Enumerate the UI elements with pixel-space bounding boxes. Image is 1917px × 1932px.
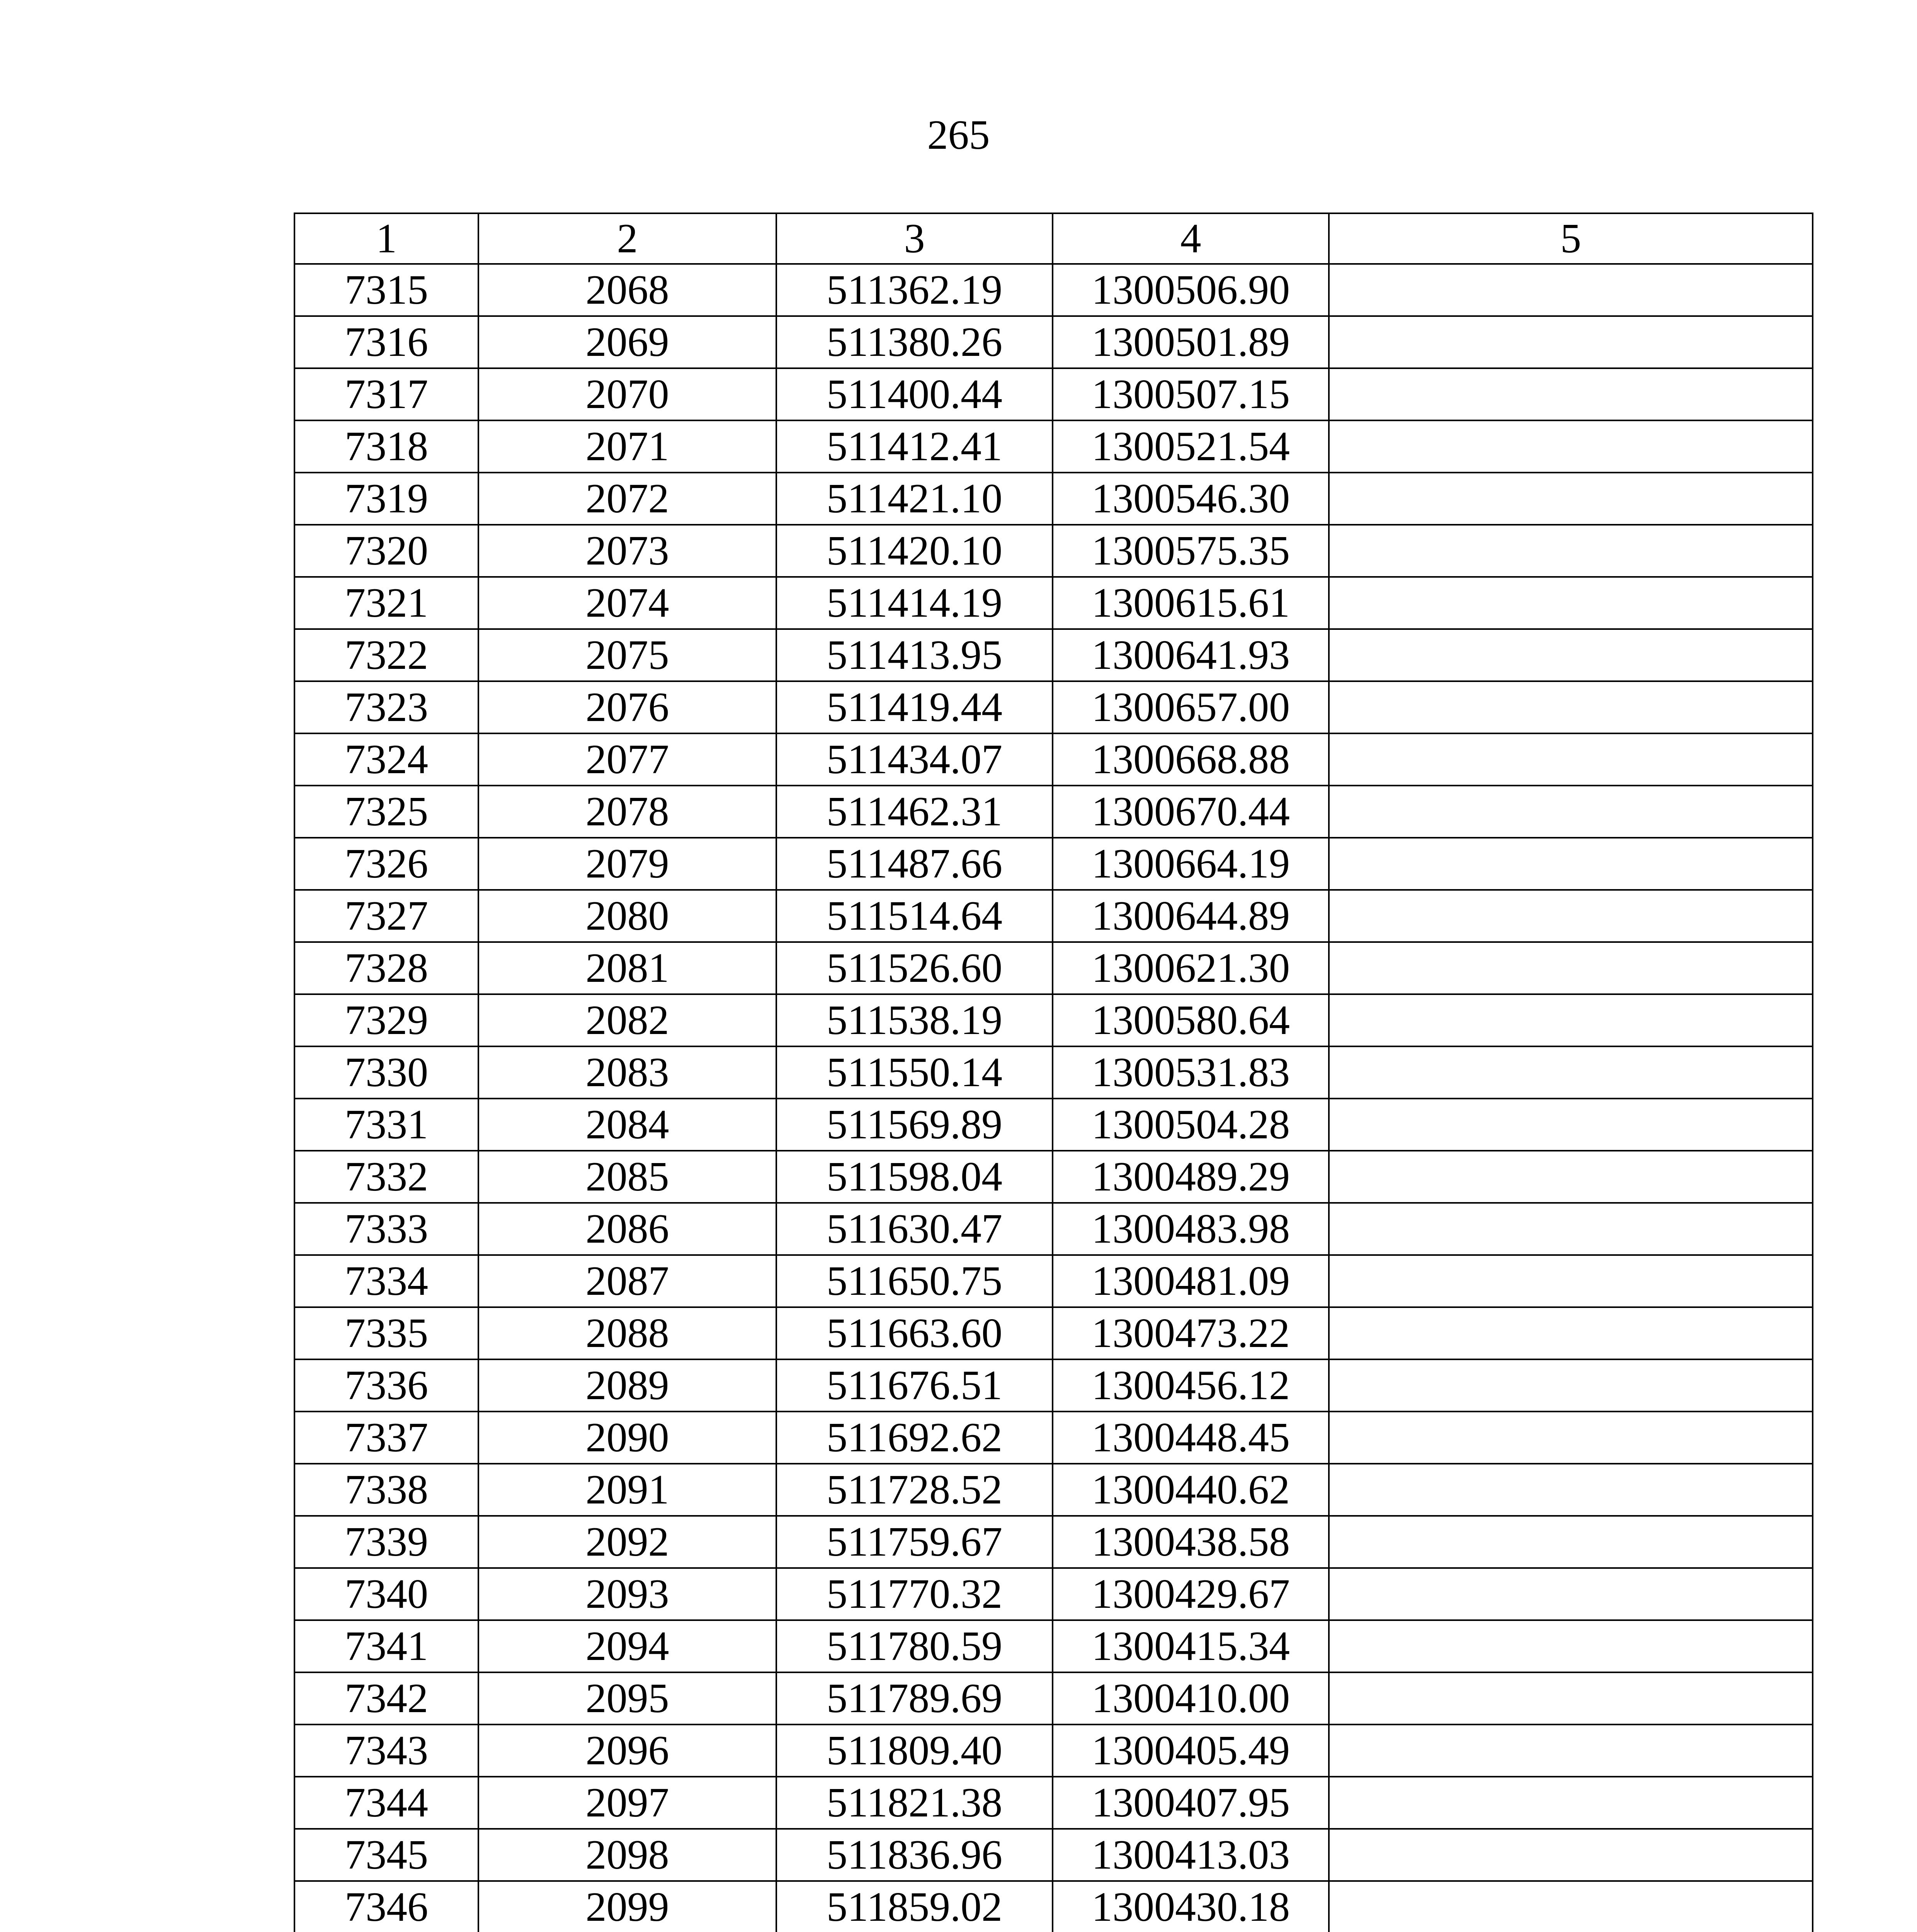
- cell-coordinate-x: 511728.52: [776, 1464, 1053, 1516]
- cell-point-number: 7326: [294, 838, 478, 890]
- cell-coordinate-y: 1300483.98: [1053, 1203, 1329, 1255]
- cell-point-number: 7337: [294, 1412, 478, 1464]
- cell-note: [1329, 473, 1813, 525]
- cell-vertex-number: 2082: [478, 994, 776, 1046]
- column-header-2: 2: [478, 213, 776, 264]
- cell-point-number: 7332: [294, 1151, 478, 1203]
- column-header-3: 3: [776, 213, 1053, 264]
- table-row: [294, 264, 1813, 316]
- table-row: [294, 681, 1813, 733]
- cell-vertex-number: 2090: [478, 1412, 776, 1464]
- cell-vertex-number: 2078: [478, 786, 776, 838]
- cell-coordinate-y: 1300621.30: [1053, 942, 1329, 994]
- table-row: [294, 786, 1813, 838]
- cell-point-number: 7343: [294, 1725, 478, 1777]
- cell-point-number: 7340: [294, 1568, 478, 1620]
- table-header-row: [294, 213, 1813, 264]
- cell-coordinate-x: 511789.69: [776, 1672, 1053, 1725]
- cell-note: [1329, 420, 1813, 473]
- cell-note: [1329, 368, 1813, 420]
- cell-coordinate-y: 1300473.22: [1053, 1307, 1329, 1359]
- table-row: [294, 1725, 1813, 1777]
- cell-note: [1329, 733, 1813, 786]
- cell-vertex-number: 2093: [478, 1568, 776, 1620]
- cell-coordinate-y: 1300430.18: [1053, 1881, 1329, 1932]
- cell-point-number: 7330: [294, 1046, 478, 1099]
- cell-vertex-number: 2095: [478, 1672, 776, 1725]
- cell-vertex-number: 2072: [478, 473, 776, 525]
- table-row: [294, 577, 1813, 629]
- cell-point-number: 7327: [294, 890, 478, 942]
- cell-coordinate-x: 511412.41: [776, 420, 1053, 473]
- table-row: [294, 1151, 1813, 1203]
- cell-coordinate-y: 1300504.28: [1053, 1099, 1329, 1151]
- table-row: [294, 1672, 1813, 1725]
- cell-vertex-number: 2092: [478, 1516, 776, 1568]
- table-row: [294, 1881, 1813, 1932]
- cell-point-number: 7342: [294, 1672, 478, 1725]
- cell-coordinate-x: 511692.62: [776, 1412, 1053, 1464]
- cell-note: [1329, 1151, 1813, 1203]
- cell-point-number: 7334: [294, 1255, 478, 1307]
- cell-note: [1329, 1464, 1813, 1516]
- cell-coordinate-x: 511821.38: [776, 1777, 1053, 1829]
- cell-coordinate-y: 1300531.83: [1053, 1046, 1329, 1099]
- cell-point-number: 7323: [294, 681, 478, 733]
- cell-vertex-number: 2094: [478, 1620, 776, 1672]
- cell-coordinate-x: 511414.19: [776, 577, 1053, 629]
- cell-coordinate-x: 511780.59: [776, 1620, 1053, 1672]
- table-row: [294, 1307, 1813, 1359]
- cell-coordinate-x: 511413.95: [776, 629, 1053, 681]
- cell-note: [1329, 786, 1813, 838]
- page-number: 265: [927, 112, 990, 158]
- cell-vertex-number: 2081: [478, 942, 776, 994]
- cell-vertex-number: 2083: [478, 1046, 776, 1099]
- cell-vertex-number: 2076: [478, 681, 776, 733]
- cell-coordinate-y: 1300456.12: [1053, 1359, 1329, 1412]
- table-row: [294, 1255, 1813, 1307]
- cell-vertex-number: 2097: [478, 1777, 776, 1829]
- cell-coordinate-y: 1300615.61: [1053, 577, 1329, 629]
- cell-point-number: 7322: [294, 629, 478, 681]
- table-row: [294, 1829, 1813, 1881]
- cell-point-number: 7331: [294, 1099, 478, 1151]
- cell-point-number: 7333: [294, 1203, 478, 1255]
- cell-vertex-number: 2077: [478, 733, 776, 786]
- cell-coordinate-x: 511400.44: [776, 368, 1053, 420]
- cell-coordinate-x: 511462.31: [776, 786, 1053, 838]
- table-row: [294, 1516, 1813, 1568]
- cell-note: [1329, 629, 1813, 681]
- cell-vertex-number: 2096: [478, 1725, 776, 1777]
- cell-note: [1329, 1725, 1813, 1777]
- cell-vertex-number: 2075: [478, 629, 776, 681]
- table-row: [294, 1464, 1813, 1516]
- cell-point-number: 7325: [294, 786, 478, 838]
- cell-coordinate-y: 1300575.35: [1053, 525, 1329, 577]
- cell-coordinate-x: 511362.19: [776, 264, 1053, 316]
- cell-coordinate-y: 1300440.62: [1053, 1464, 1329, 1516]
- cell-coordinate-y: 1300407.95: [1053, 1777, 1329, 1829]
- table-row: [294, 1099, 1813, 1151]
- cell-vertex-number: 2068: [478, 264, 776, 316]
- cell-vertex-number: 2079: [478, 838, 776, 890]
- table-row: [294, 1620, 1813, 1672]
- cell-point-number: 7329: [294, 994, 478, 1046]
- cell-note: [1329, 1255, 1813, 1307]
- cell-point-number: 7316: [294, 316, 478, 368]
- cell-note: [1329, 1359, 1813, 1412]
- cell-coordinate-y: 1300641.93: [1053, 629, 1329, 681]
- cell-note: [1329, 1307, 1813, 1359]
- cell-coordinate-x: 511770.32: [776, 1568, 1053, 1620]
- cell-coordinate-y: 1300668.88: [1053, 733, 1329, 786]
- cell-point-number: 7321: [294, 577, 478, 629]
- cell-coordinate-y: 1300657.00: [1053, 681, 1329, 733]
- cell-coordinate-x: 511550.14: [776, 1046, 1053, 1099]
- cell-note: [1329, 1777, 1813, 1829]
- cell-coordinate-y: 1300410.00: [1053, 1672, 1329, 1725]
- cell-coordinate-y: 1300448.45: [1053, 1412, 1329, 1464]
- table-row: [294, 1777, 1813, 1829]
- cell-point-number: 7336: [294, 1359, 478, 1412]
- cell-coordinate-y: 1300580.64: [1053, 994, 1329, 1046]
- cell-vertex-number: 2091: [478, 1464, 776, 1516]
- cell-note: [1329, 994, 1813, 1046]
- coordinates-table: [294, 213, 1813, 1932]
- cell-note: [1329, 1672, 1813, 1725]
- cell-note: [1329, 1881, 1813, 1932]
- cell-coordinate-y: 1300489.29: [1053, 1151, 1329, 1203]
- cell-coordinate-y: 1300405.49: [1053, 1725, 1329, 1777]
- cell-note: [1329, 890, 1813, 942]
- cell-coordinate-y: 1300644.89: [1053, 890, 1329, 942]
- column-header-1: 1: [294, 213, 478, 264]
- column-header-4: 4: [1053, 213, 1329, 264]
- cell-coordinate-x: 511598.04: [776, 1151, 1053, 1203]
- cell-vertex-number: 2084: [478, 1099, 776, 1151]
- cell-coordinate-y: 1300546.30: [1053, 473, 1329, 525]
- cell-point-number: 7317: [294, 368, 478, 420]
- cell-vertex-number: 2069: [478, 316, 776, 368]
- cell-coordinate-x: 511421.10: [776, 473, 1053, 525]
- table-row: [294, 473, 1813, 525]
- cell-vertex-number: 2099: [478, 1881, 776, 1932]
- cell-note: [1329, 1829, 1813, 1881]
- cell-vertex-number: 2086: [478, 1203, 776, 1255]
- cell-vertex-number: 2088: [478, 1307, 776, 1359]
- cell-coordinate-y: 1300481.09: [1053, 1255, 1329, 1307]
- cell-coordinate-x: 511650.75: [776, 1255, 1053, 1307]
- cell-coordinate-y: 1300506.90: [1053, 264, 1329, 316]
- cell-coordinate-y: 1300501.89: [1053, 316, 1329, 368]
- cell-coordinate-x: 511514.64: [776, 890, 1053, 942]
- cell-coordinate-y: 1300670.44: [1053, 786, 1329, 838]
- cell-point-number: 7335: [294, 1307, 478, 1359]
- table-row: [294, 316, 1813, 368]
- cell-coordinate-y: 1300429.67: [1053, 1568, 1329, 1620]
- table-row: [294, 890, 1813, 942]
- cell-coordinate-x: 511836.96: [776, 1829, 1053, 1881]
- table-row: [294, 838, 1813, 890]
- cell-note: [1329, 838, 1813, 890]
- cell-coordinate-x: 511380.26: [776, 316, 1053, 368]
- cell-point-number: 7318: [294, 420, 478, 473]
- cell-point-number: 7344: [294, 1777, 478, 1829]
- cell-vertex-number: 2085: [478, 1151, 776, 1203]
- cell-note: [1329, 1203, 1813, 1255]
- cell-note: [1329, 681, 1813, 733]
- cell-vertex-number: 2087: [478, 1255, 776, 1307]
- cell-coordinate-x: 511434.07: [776, 733, 1053, 786]
- cell-coordinate-y: 1300507.15: [1053, 368, 1329, 420]
- cell-note: [1329, 316, 1813, 368]
- table-row: [294, 942, 1813, 994]
- cell-point-number: 7345: [294, 1829, 478, 1881]
- cell-coordinate-x: 511663.60: [776, 1307, 1053, 1359]
- table-row: [294, 629, 1813, 681]
- cell-note: [1329, 264, 1813, 316]
- cell-note: [1329, 577, 1813, 629]
- cell-coordinate-x: 511759.67: [776, 1516, 1053, 1568]
- cell-note: [1329, 1412, 1813, 1464]
- cell-vertex-number: 2074: [478, 577, 776, 629]
- cell-coordinate-y: 1300438.58: [1053, 1516, 1329, 1568]
- cell-vertex-number: 2071: [478, 420, 776, 473]
- cell-coordinate-x: 511859.02: [776, 1881, 1053, 1932]
- cell-point-number: 7339: [294, 1516, 478, 1568]
- cell-note: [1329, 1046, 1813, 1099]
- cell-vertex-number: 2098: [478, 1829, 776, 1881]
- cell-coordinate-x: 511487.66: [776, 838, 1053, 890]
- column-header-5: 5: [1329, 213, 1813, 264]
- table-row: [294, 1568, 1813, 1620]
- cell-coordinate-y: 1300413.03: [1053, 1829, 1329, 1881]
- cell-coordinate-y: 1300415.34: [1053, 1620, 1329, 1672]
- cell-point-number: 7346: [294, 1881, 478, 1932]
- cell-coordinate-x: 511538.19: [776, 994, 1053, 1046]
- table-row: [294, 1359, 1813, 1412]
- cell-coordinate-x: 511419.44: [776, 681, 1053, 733]
- cell-vertex-number: 2080: [478, 890, 776, 942]
- cell-coordinate-x: 511676.51: [776, 1359, 1053, 1412]
- table-row: [294, 420, 1813, 473]
- cell-coordinate-y: 1300664.19: [1053, 838, 1329, 890]
- table-row: [294, 1412, 1813, 1464]
- cell-coordinate-x: 511630.47: [776, 1203, 1053, 1255]
- cell-note: [1329, 1620, 1813, 1672]
- cell-note: [1329, 1516, 1813, 1568]
- cell-point-number: 7328: [294, 942, 478, 994]
- table-row: [294, 994, 1813, 1046]
- cell-point-number: 7319: [294, 473, 478, 525]
- table-row: [294, 733, 1813, 786]
- table-row: [294, 1203, 1813, 1255]
- cell-coordinate-x: 511526.60: [776, 942, 1053, 994]
- cell-note: [1329, 1099, 1813, 1151]
- table-row: [294, 525, 1813, 577]
- table-row: [294, 368, 1813, 420]
- cell-coordinate-y: 1300521.54: [1053, 420, 1329, 473]
- cell-point-number: 7320: [294, 525, 478, 577]
- cell-note: [1329, 1568, 1813, 1620]
- cell-coordinate-x: 511809.40: [776, 1725, 1053, 1777]
- cell-point-number: 7315: [294, 264, 478, 316]
- table-row: [294, 1046, 1813, 1099]
- cell-vertex-number: 2070: [478, 368, 776, 420]
- cell-note: [1329, 942, 1813, 994]
- table-body: [294, 264, 1813, 1932]
- cell-point-number: 7341: [294, 1620, 478, 1672]
- cell-vertex-number: 2089: [478, 1359, 776, 1412]
- cell-point-number: 7324: [294, 733, 478, 786]
- cell-vertex-number: 2073: [478, 525, 776, 577]
- cell-coordinate-x: 511420.10: [776, 525, 1053, 577]
- cell-note: [1329, 525, 1813, 577]
- cell-point-number: 7338: [294, 1464, 478, 1516]
- cell-coordinate-x: 511569.89: [776, 1099, 1053, 1151]
